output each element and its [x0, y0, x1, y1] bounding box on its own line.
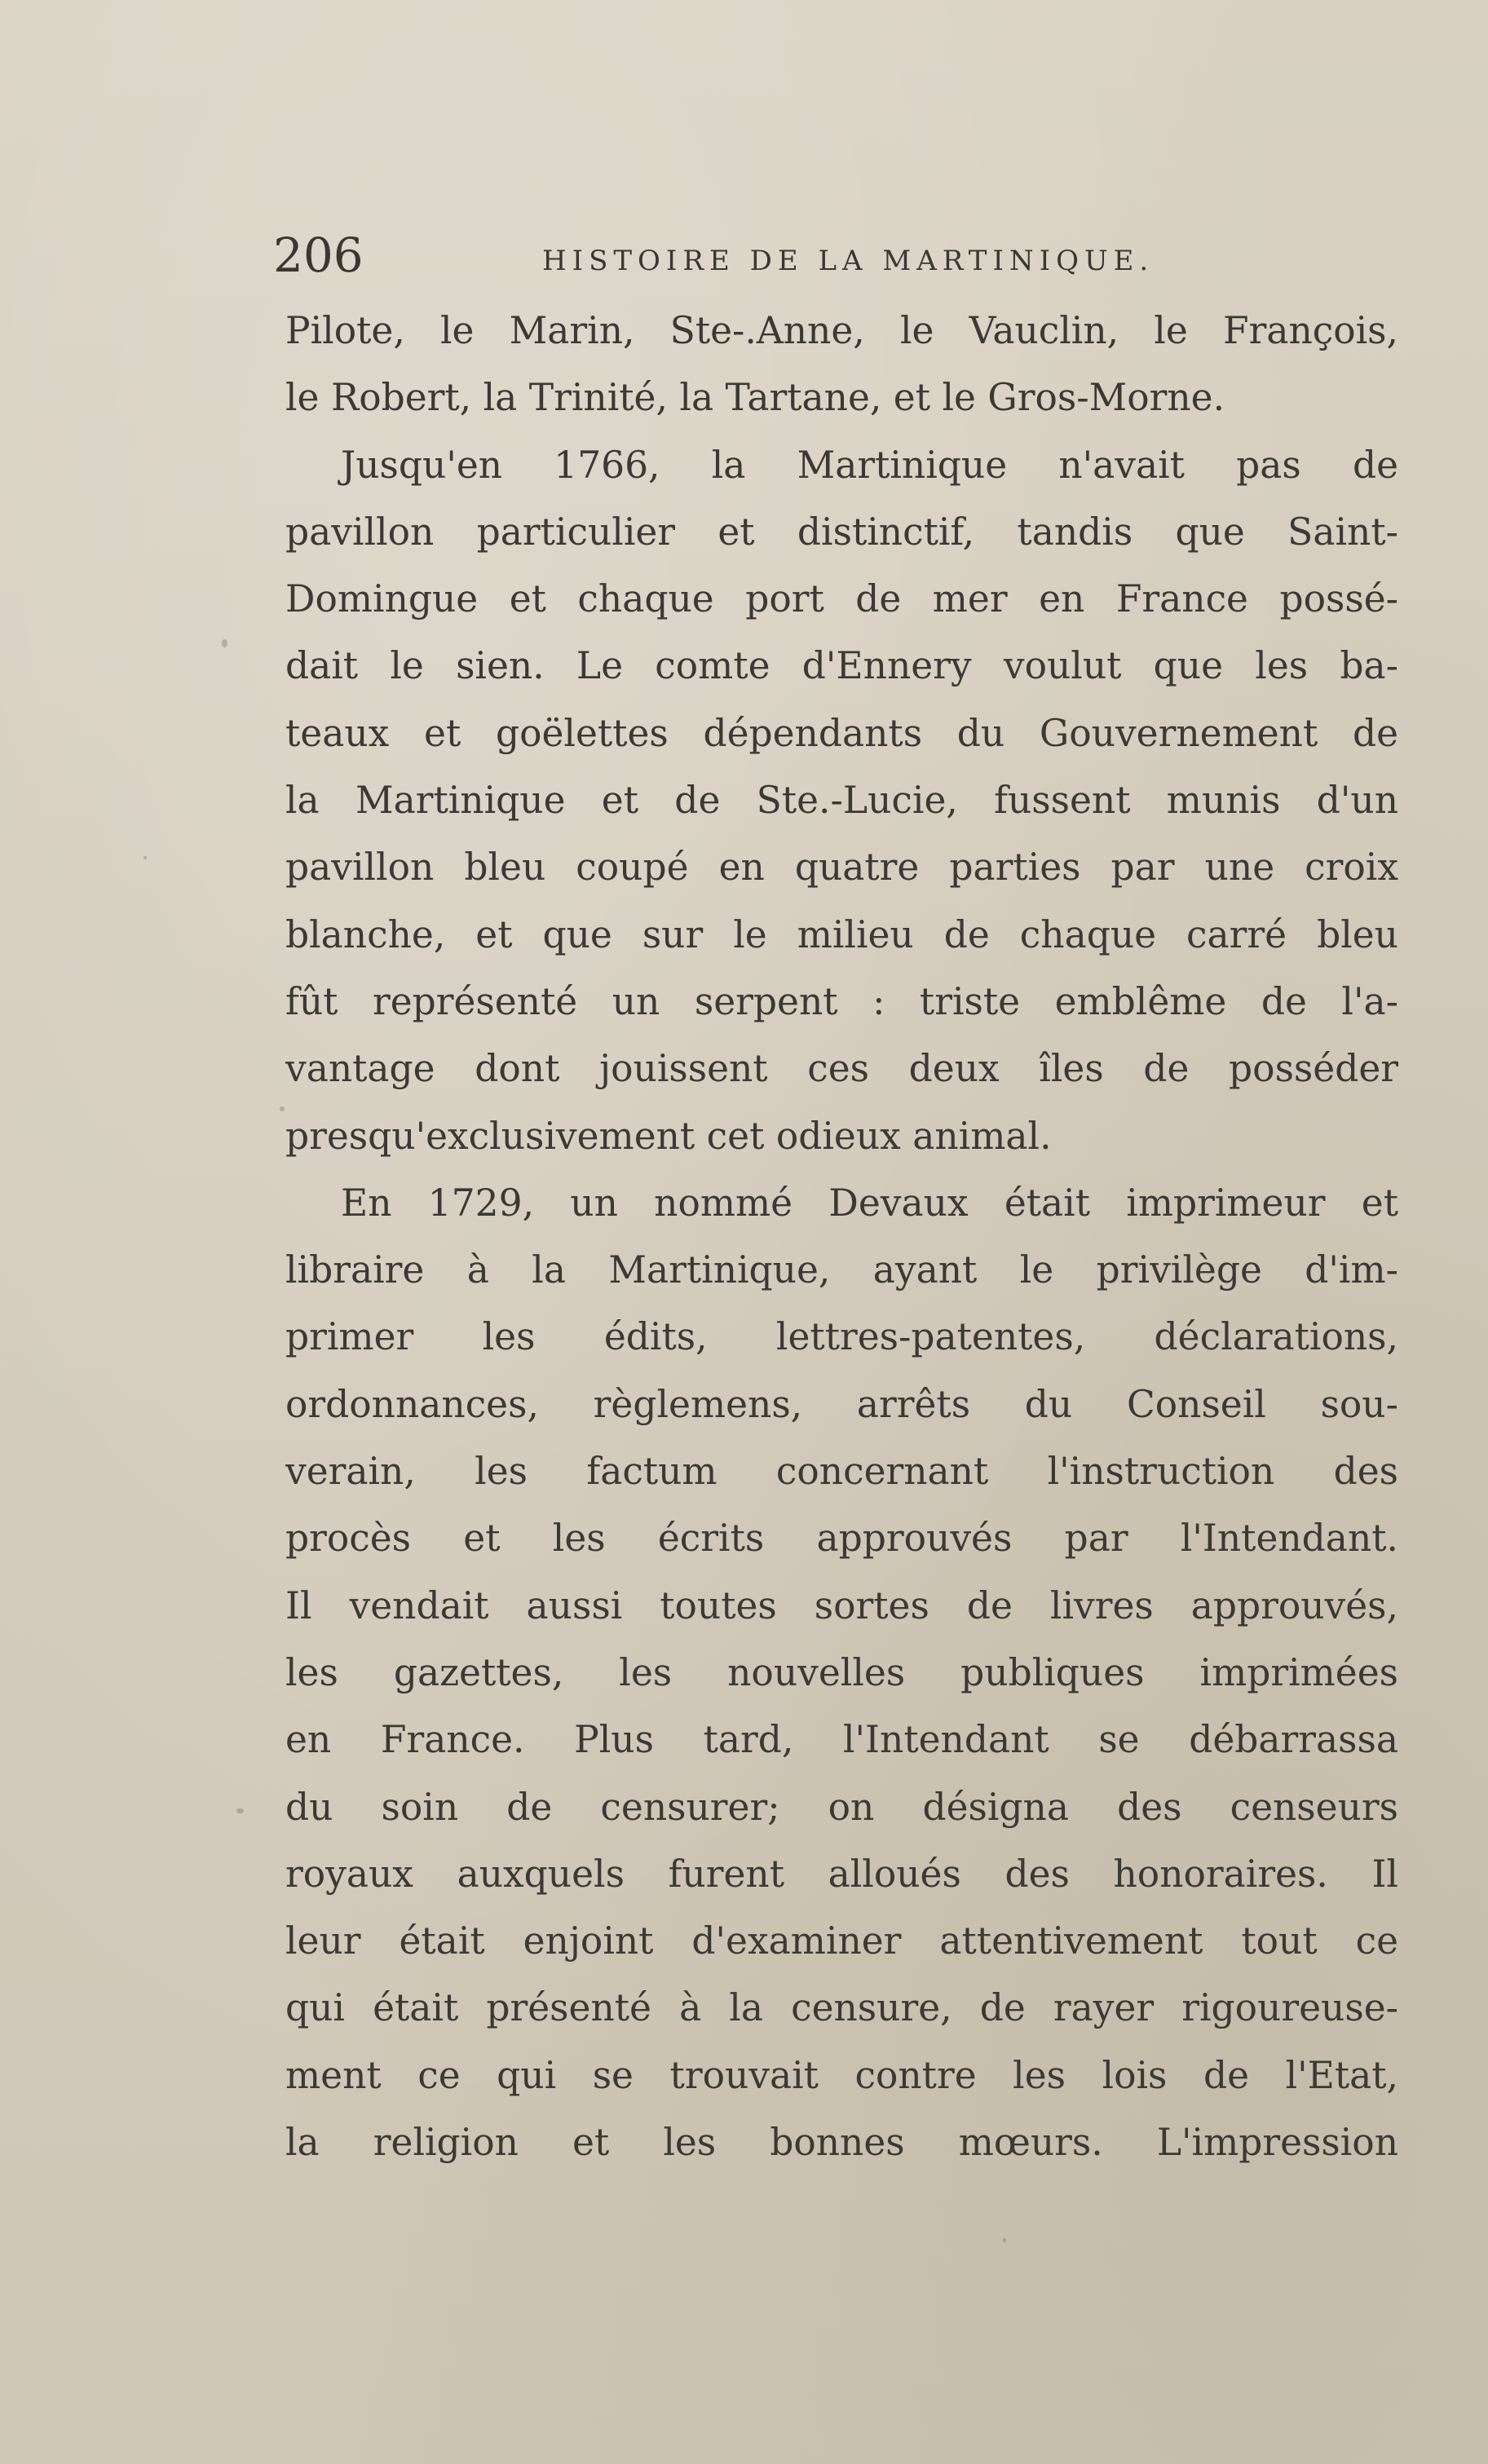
paper-speck	[222, 639, 227, 647]
text-line: blanche, et que sur le milieu de chaque carré bleu	[285, 912, 1398, 956]
text-line: du soin de censurer; on désigna des censeurs	[285, 1785, 1398, 1829]
page-header	[273, 227, 1402, 292]
text-line: Il vendait aussi toutes sortes de livres approuvés,	[285, 1583, 1398, 1627]
text-line: presqu'exclusivement cet odieux animal.	[285, 1114, 1052, 1158]
text-line: le Robert, la Trinité, la Tartane, et le Gros-Morne.	[285, 376, 1225, 420]
paper-speck	[1003, 2238, 1006, 2242]
text-line: pavillon bleu coupé en quatre parties par une croix	[285, 846, 1398, 890]
text-line: ment ce qui se trouvait contre les lois de l'Etat,	[285, 2053, 1398, 2097]
paper-speck	[236, 1808, 244, 1813]
text-line: Pilote, le Marin, Ste-.Anne, le Vauclin, le François,	[285, 309, 1398, 352]
text-line: la Martinique et de Ste.-Lucie, fussent munis d'un	[285, 779, 1398, 823]
paragraph-start-line: En 1729, un nommé Devaux était imprimeur et	[341, 1181, 1398, 1225]
text-line: royaux auxquels furent alloués des honoraires. Il	[285, 1852, 1398, 1896]
body-text	[285, 298, 1398, 2176]
text-line: les gazettes, les nouvelles publiques imprimées	[285, 1650, 1398, 1694]
text-line: dait le sien. Le comte d'Ennery voulut que les ba-	[285, 644, 1398, 688]
text-line: verain, les factum concernant l'instruction des	[285, 1450, 1398, 1494]
text-line: leur était enjoint d'examiner attentivement tout ce	[285, 1919, 1398, 1963]
text-line: fût représenté un serpent : triste emblême de l'a-	[285, 979, 1398, 1023]
running-head: HISTOIRE DE LA MARTINIQUE.	[542, 245, 1155, 277]
text-line: ordonnances, règlemens, arrêts du Conseil sou-	[285, 1382, 1398, 1426]
paper-speck	[280, 1106, 285, 1111]
text-line: teaux et goëlettes dépendants du Gouvernement de	[285, 711, 1398, 755]
text-line: qui était présenté à la censure, de rayer rigoureuse-	[285, 1986, 1398, 2030]
paragraph-start-line: Jusqu'en 1766, la Martinique n'avait pas de	[341, 443, 1398, 487]
text-line: la religion et les bonnes mœurs. L'impression	[285, 2121, 1398, 2165]
text-line: libraire à la Martinique, ayant le privilège d'im-	[285, 1248, 1398, 1292]
text-line: pavillon particulier et distinctif, tandis que Saint-	[285, 510, 1398, 554]
text-line: Domingue et chaque port de mer en France possé-	[285, 577, 1398, 621]
page-number: 206	[273, 227, 364, 283]
text-line: procès et les écrits approuvés par l'Intendant.	[285, 1517, 1398, 1561]
text-line: primer les édits, lettres-patentes, déclarations,	[285, 1315, 1398, 1359]
text-line: en France. Plus tard, l'Intendant se débarrassa	[285, 1718, 1398, 1762]
paper-speck	[144, 856, 147, 859]
text-line: vantage dont jouissent ces deux îles de posséder	[285, 1047, 1398, 1091]
